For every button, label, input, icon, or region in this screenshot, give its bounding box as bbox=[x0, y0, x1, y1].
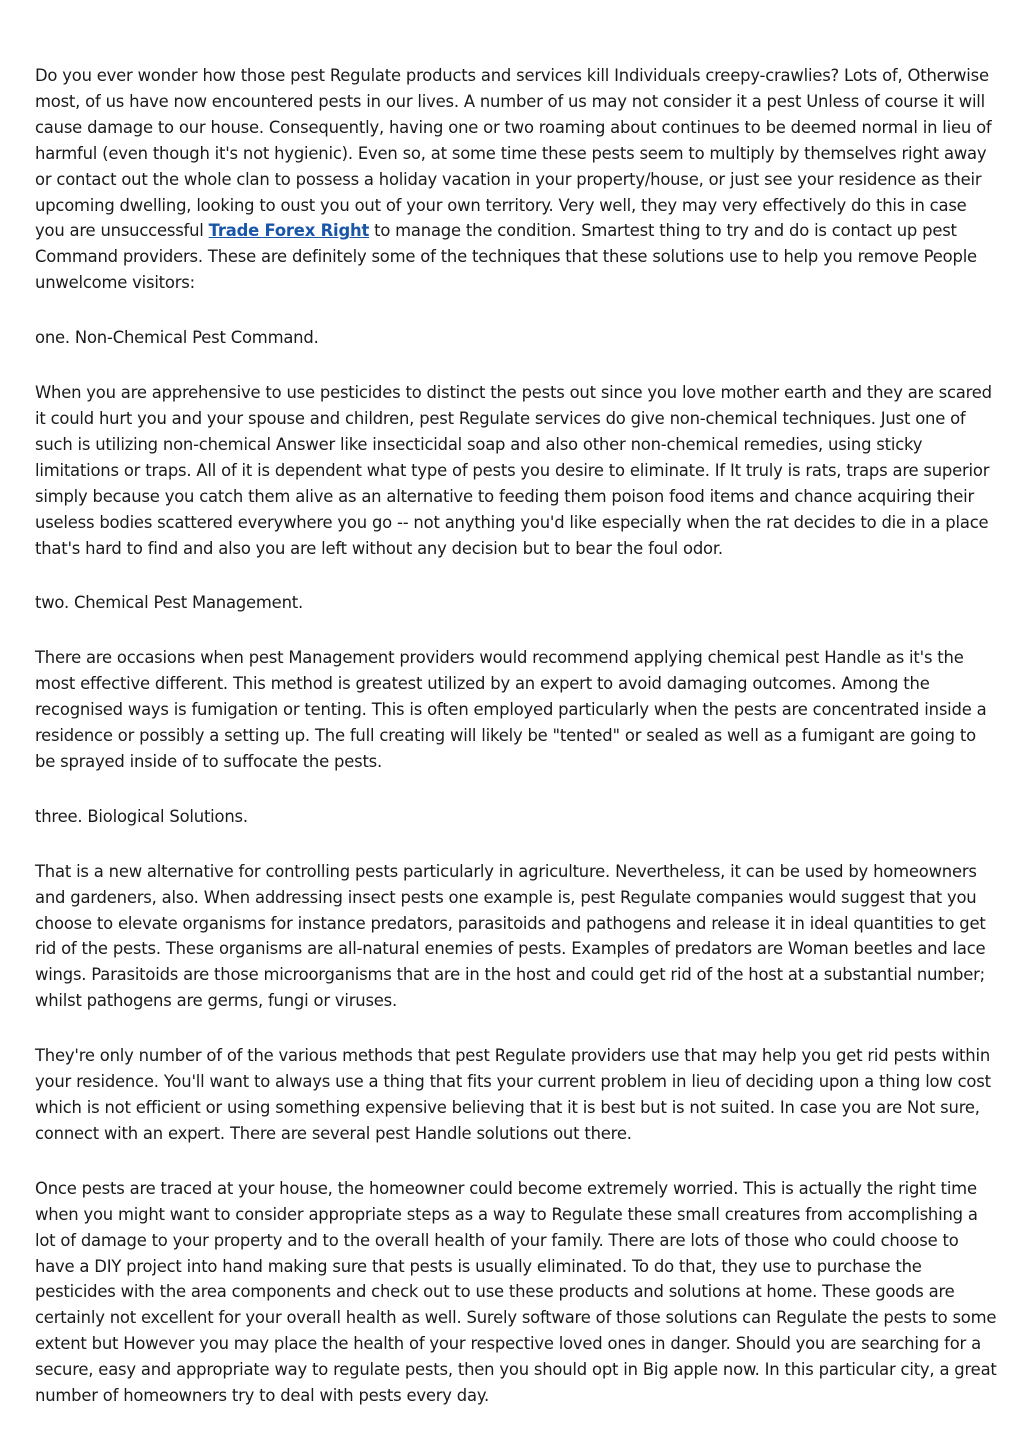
intro-paragraph bbox=[35, 63, 997, 296]
section-body-non-chemical: When you are apprehensive to use pesticides to distinct the pests out since you love mother earth and they are scared it could hurt you and your spouse and children, pest Regulate services do give non-chemical techniques. Just one of such is utilizing non-chemical Answer like insecticidal soap and also other non-chemical remedies, using sticky limitations or traps. All of it is dependent what type of pests you desire to eliminate. If It truly is rats, traps are superior simply because you catch them alive as an alternative to feeding them poison food items and chance acquiring their useless bodies scattered everywhere you go -- not anything you'd like especially when the rat decides to die in a place that's hard to find and also you are left without any decision but to bear the foul odor. bbox=[35, 383, 992, 558]
document-body bbox=[35, 63, 997, 1438]
intro-text-after-link: to manage the condition. Smartest thing to try and do is contact up pest Command providers. These are definitely some of the techniques that these solutions use to help you remove People unwelcome visitors: bbox=[35, 221, 977, 293]
section-body-biological: That is a new alternative for controlling pests particularly in agriculture. Nevertheless, it can be used by homeowners and gardeners, also. When addressing insect pests one example is, pest Regulate companies would suggest that you choose to elevate organisms for instance predators, parasitoids and pathogens and release it in ideal quantities to get rid of the pests. These organisms are all-natural enemies of pests. Examples of predators are Woman beetles and lace wings. Parasitoids are those microorganisms that are in the host and could get rid of the host at a substantial number; whilst pathogens are germs, fungi or viruses. bbox=[35, 861, 986, 1011]
section-body-chemical: There are occasions when pest Management providers would recommend applying chemical pest Handle as it's the most effective different. This method is greatest utilized by an expert to avoid damaging outcomes. Among the recognised ways is fumigation or tenting. This is often employed particularly when the pests are concentrated inside a residence or possibly a setting up. The full creating will likely be "tented" or sealed as well as a fumigant are going to be sprayed inside of to suffocate the pests. bbox=[35, 648, 987, 771]
closing-paragraph-2: Once pests are traced at your house, the homeowner could become extremely worried. This is actually the right time when you might want to consider appropriate steps as a way to Regulate these small creatures from accomplishing a lot of damage to your property and to the overall health of your family. There are lots of those who could choose to have a DIY project into hand making sure that pests is usually eliminated. To do that, they use to purchase the pesticides with the area components and check out to use these products and solutions at home. These goods are certainly not excellent for your overall health as well. Surely software of those solutions can Regulate the pests to some extent but However you may place the health of your respective loved ones in danger. Should you are searching for a secure, easy and appropriate way to regulate pests, then you should opt in Big apple now. In this particular city, a great number of homeowners try to deal with pests every day. bbox=[35, 1178, 997, 1406]
section-heading-biological: three. Biological Solutions. bbox=[35, 806, 248, 826]
section-heading-non-chemical: one. Non-Chemical Pest Command. bbox=[35, 328, 319, 348]
section-heading-chemical: two. Chemical Pest Management. bbox=[35, 593, 303, 613]
intro-text-before-link: Do you ever wonder how those pest Regulate products and services kill Individuals creepy-crawlies? Lots of, Otherwise most, of us have now encountered pests in our lives. A number of us may not consider it a pest Unless of course it will cause damage to our house. Consequently, having one or two roaming about continues to be deemed normal in lieu of harmful (even though it's not hygienic). Even so, at some time these pests seem to multiply by themselves right away or contact out the whole clan to possess a holiday vacation in your property/house, or just see your residence as their upcoming dwelling, looking to oust you out of your own territory. Very well, they may very effectively do this in case you are unsuccessful bbox=[35, 66, 992, 241]
closing-paragraph-1: They're only number of of the various methods that pest Regulate providers use that may help you get rid pests within your residence. You'll want to always use a thing that fits your current problem in lieu of deciding upon a thing low cost which is not efficient or using something expensive believing that it is best but is not suited. In case you are Not sure, connect with an expert. There are several pest Handle solutions out there. bbox=[35, 1046, 991, 1143]
trade-forex-right-link[interactable]: Trade Forex Right bbox=[208, 221, 370, 241]
